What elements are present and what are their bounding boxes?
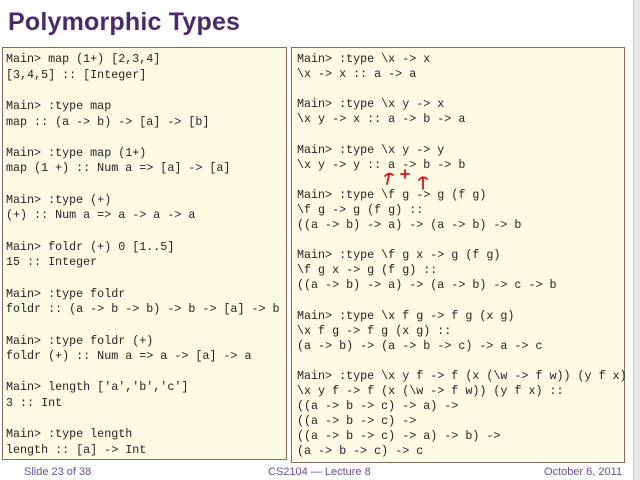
lecture-name: CS2104 — Lecture 8 [268, 466, 371, 478]
code-line: Main> :type map [6, 98, 112, 113]
code-line [297, 127, 627, 142]
code-line: 3 :: Int [6, 396, 63, 411]
code-line: \f g -> g (f g) :: [297, 202, 424, 217]
code-line: Main> :type length [6, 427, 133, 442]
code-line [297, 294, 627, 309]
code-line: 15 :: Integer [6, 255, 98, 270]
code-line [297, 233, 627, 248]
code-line [6, 130, 280, 146]
code-line: Main> :type \x y -> x [297, 97, 445, 112]
code-line [6, 365, 280, 381]
code-line: Main> :type \x f g -> f g (x g) [297, 308, 515, 323]
code-line: length :: [a] -> Int [6, 443, 147, 458]
code-line [297, 82, 627, 97]
code-line: Main> :type map (1+) [6, 145, 147, 160]
left-code [6, 52, 280, 459]
code-line [6, 271, 280, 287]
code-line: foldr :: (a -> b -> b) -> b -> [a] -> b [6, 302, 280, 317]
code-line: (a -> b) -> (a -> b -> c) -> a -> c [297, 338, 543, 353]
slide-title: Polymorphic Types [8, 8, 241, 36]
right-code-panel [291, 47, 625, 463]
code-line: [3,4,5] :: [Integer] [6, 67, 147, 82]
code-line: Main> foldr (+) 0 [1..5] [6, 239, 175, 254]
code-line: \x f g -> f g (x g) :: [297, 323, 452, 338]
right-code [297, 52, 627, 460]
code-line: Main> :type \x y -> y [297, 142, 445, 157]
code-line: Main> :type (+) [6, 192, 112, 207]
code-line: Main> :type \x y f -> f (x (\w -> f w)) (y f x) [297, 368, 627, 383]
code-line: map (1 +) :: Num a => [a] -> [a] [6, 161, 231, 176]
code-line: Main> :type foldr [6, 286, 126, 301]
code-line: map :: (a -> b) -> [a] -> [b] [6, 114, 210, 129]
lecture-date: October 6, 2011 [544, 466, 623, 478]
left-code-panel [2, 47, 287, 460]
code-line: ((a -> b) -> a) -> (a -> b) -> c -> b [297, 278, 557, 293]
code-line [297, 354, 627, 369]
code-line: \f g x -> g (f g) :: [297, 263, 438, 278]
code-line: (a -> b -> c) -> c [297, 444, 424, 459]
code-line: Main> map (1+) [2,3,4] [6, 52, 161, 66]
code-line [6, 318, 280, 334]
code-line [297, 173, 627, 188]
code-line: ((a -> b -> c) -> a) -> [297, 399, 459, 414]
code-line: \x y f -> f (x (\w -> f w)) (y f x) :: [297, 384, 564, 399]
code-line: ((a -> b -> c) -> [297, 414, 417, 429]
code-line [6, 83, 280, 99]
code-line: ((a -> b -> c) -> a) -> b) -> [297, 429, 501, 444]
code-line: (+) :: Num a => a -> a -> a [6, 208, 196, 223]
code-line [6, 177, 280, 193]
code-line: Main> :type \x -> x [297, 52, 431, 66]
code-line: foldr (+) :: Num a => a -> [a] -> a [6, 349, 252, 364]
code-line: ((a -> b) -> a) -> (a -> b) -> b [297, 218, 522, 233]
slide-number: Slide 23 of 38 [24, 466, 92, 478]
code-line: \x y -> x :: a -> b -> a [297, 112, 466, 127]
code-line: Main> :type \f g -> g (f g) [297, 187, 487, 202]
code-line: Main> :type \f g x -> g (f g) [297, 248, 501, 263]
code-line [6, 412, 280, 428]
window-edge [633, 0, 640, 480]
code-line [6, 224, 280, 240]
code-line: Main> length ['a','b','c'] [6, 380, 189, 395]
code-line: \x -> x :: a -> a [297, 67, 417, 82]
code-line: Main> :type foldr (+) [6, 333, 154, 348]
code-line: \x y -> y :: a -> b -> b [297, 157, 466, 172]
